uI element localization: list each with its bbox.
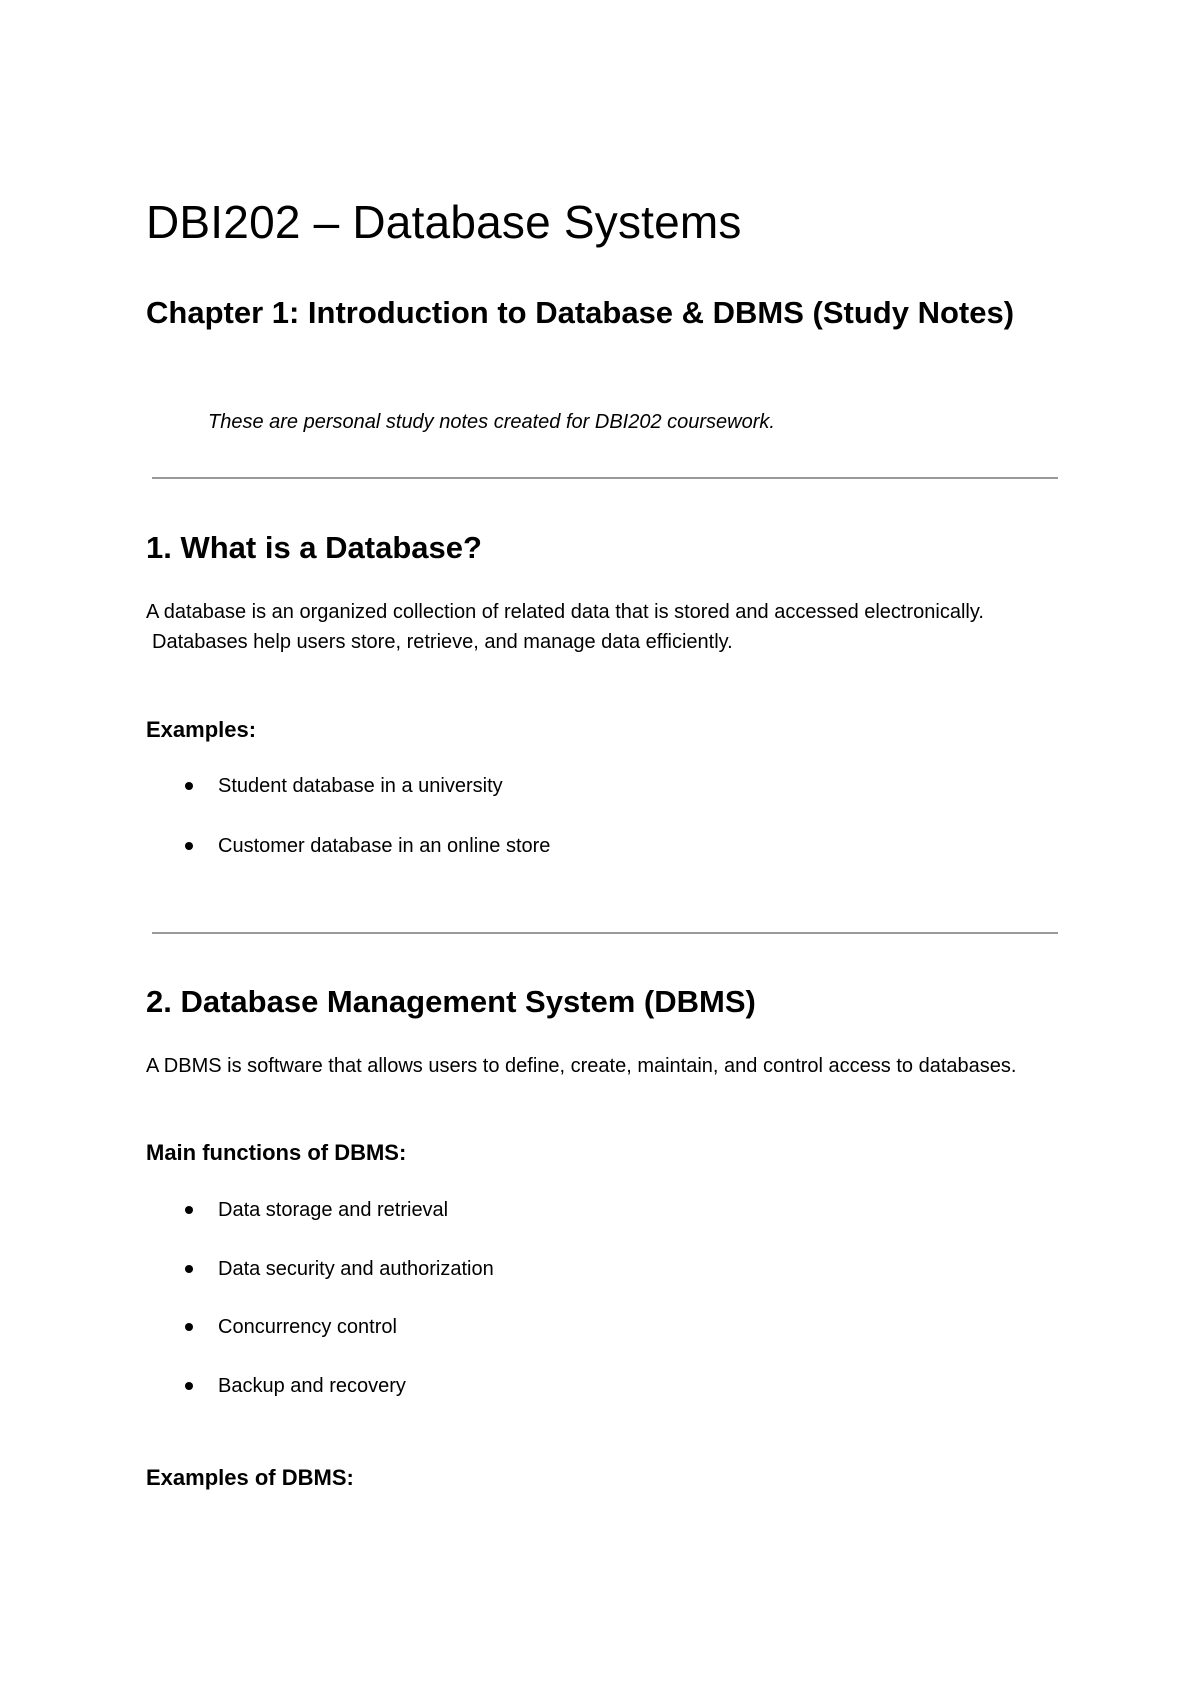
section-paragraph [146, 598, 1046, 657]
study-note: These are personal study notes created for DBI202 coursework. [208, 411, 775, 433]
list-item-text: Student database in a university [218, 775, 503, 797]
bullet-icon [185, 1323, 193, 1331]
list-item-text: Backup and recovery [218, 1375, 406, 1397]
bullet-icon [185, 1265, 193, 1273]
dbms-examples-heading: Examples of DBMS: [146, 1465, 354, 1490]
bullet-icon [185, 782, 193, 790]
document-title: DBI202 – Database Systems [146, 196, 742, 248]
list-item-text: Concurrency control [218, 1316, 397, 1338]
horizontal-divider [152, 932, 1058, 934]
bullet-icon [185, 1206, 193, 1214]
functions-heading: Main functions of DBMS: [146, 1140, 407, 1165]
list-item-text: Customer database in an online store [218, 835, 551, 857]
bullet-icon [185, 1382, 193, 1390]
section-paragraph: A DBMS is software that allows users to define, create, maintain, and control access to databases. [146, 1055, 1017, 1077]
paragraph-line: Databases help users store, retrieve, and manage data efficiently. [152, 630, 733, 653]
list-item-text: Data security and authorization [218, 1258, 494, 1280]
horizontal-divider [152, 477, 1058, 479]
paragraph-line: A database is an organized collection of related data that is stored and accessed electronically. [146, 601, 984, 623]
section-heading-dbms: 2. Database Management System (DBMS) [146, 984, 756, 1019]
section-heading-what-is-database: 1. What is a Database? [146, 530, 482, 565]
list-item-text: Data storage and retrieval [218, 1199, 449, 1221]
examples-heading: Examples: [146, 717, 257, 742]
chapter-title: Chapter 1: Introduction to Database & DBMS (Study Notes) [146, 295, 1015, 330]
bullet-icon [185, 842, 193, 850]
